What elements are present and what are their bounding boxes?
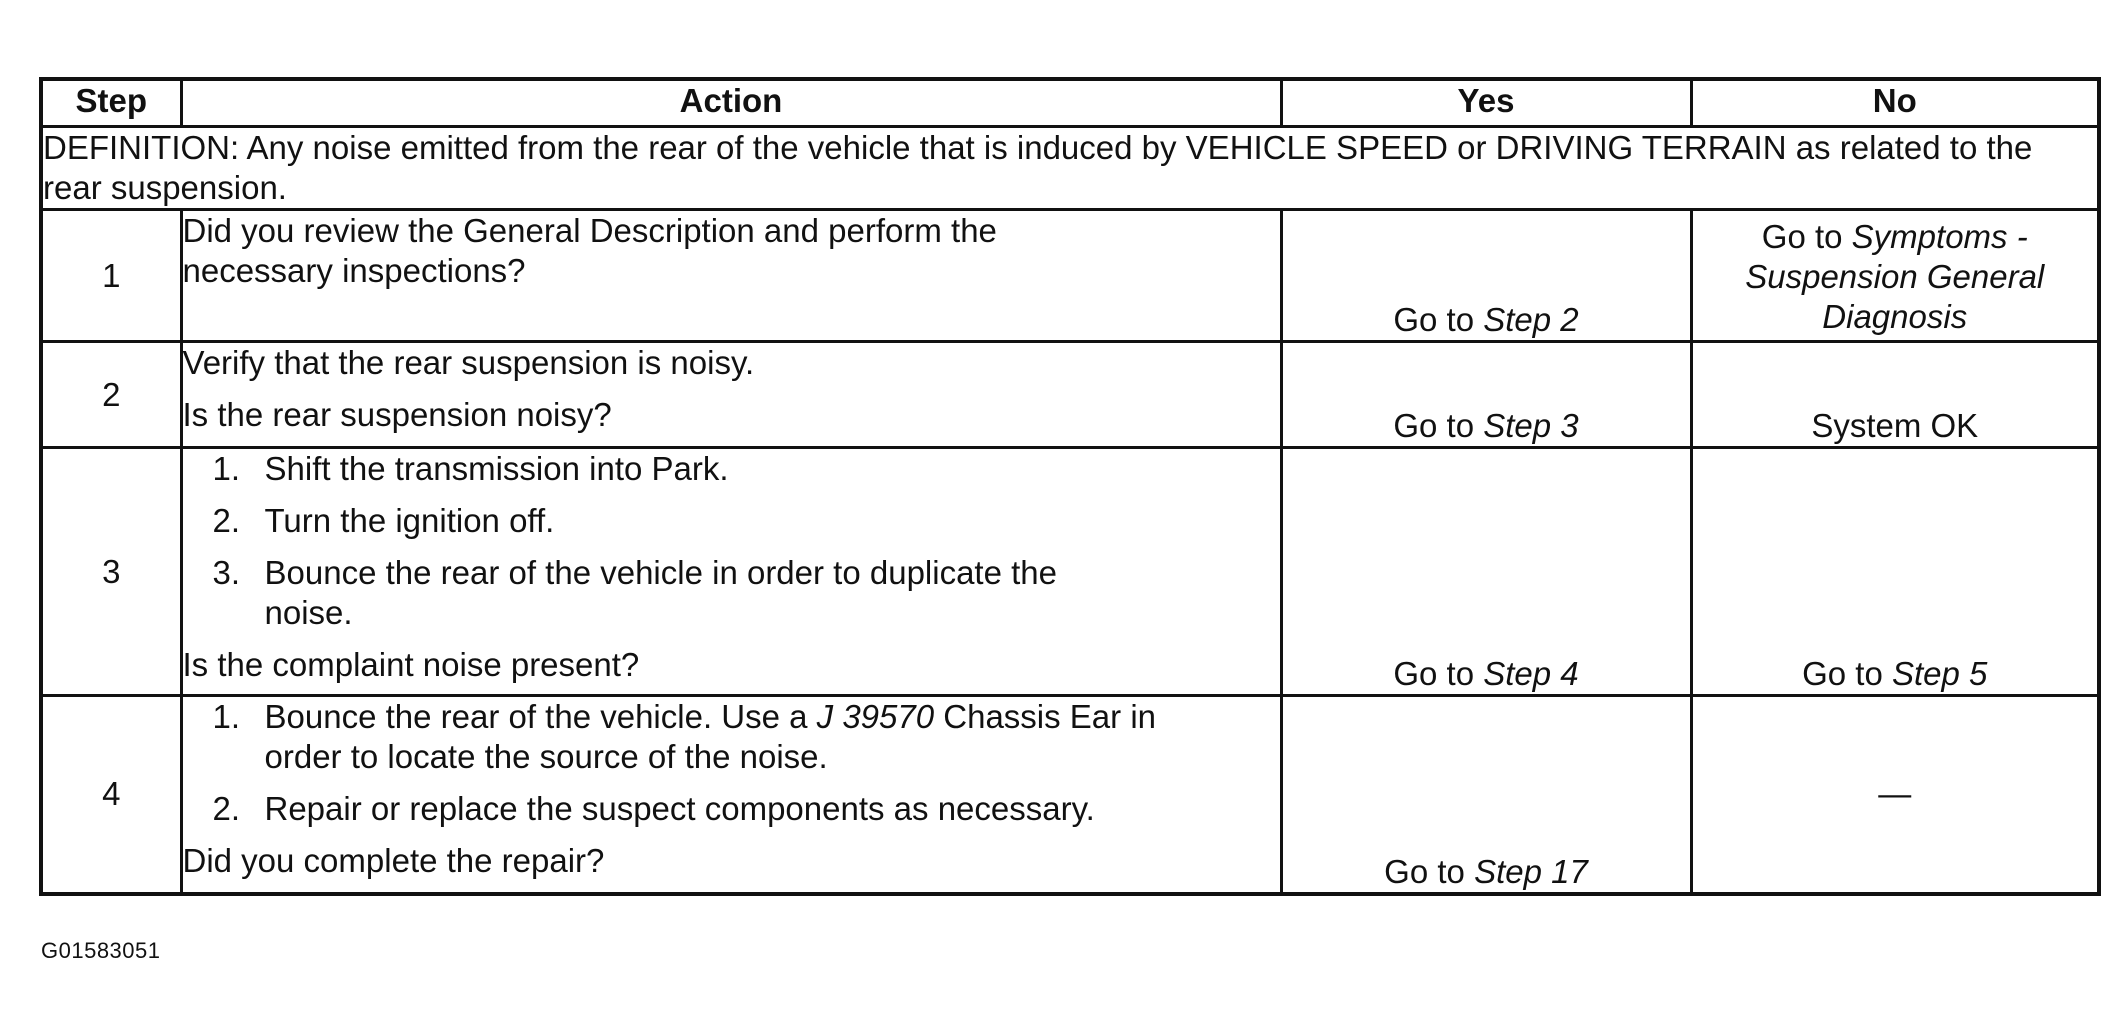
action-cell: [181, 696, 1281, 894]
substep-number: 2.: [212, 502, 241, 539]
yes-cell: [1281, 696, 1691, 894]
yes-prefix: Go to: [1393, 655, 1484, 692]
no-cell: [1691, 696, 2099, 894]
header-no: No: [1691, 79, 2099, 127]
diagnostic-table: [39, 77, 2101, 896]
table-row: [41, 696, 2099, 894]
list-item: [183, 789, 1280, 829]
yes-cell: [1281, 448, 1691, 696]
substep-text: Turn the ignition off.: [264, 502, 555, 539]
substep-list: [183, 697, 1280, 829]
yes-step-link[interactable]: Step 17: [1474, 852, 1588, 890]
yes-prefix: Go to: [1384, 852, 1475, 890]
header-row: [41, 79, 2099, 127]
action-question: Is the rear suspension noisy?: [182, 396, 612, 433]
list-item: [183, 501, 1280, 541]
substep-number: 2.: [212, 790, 241, 827]
yes-prefix: Go to: [1393, 407, 1484, 444]
step-number: 1: [41, 210, 181, 342]
yes-step-link[interactable]: Step 4: [1483, 655, 1579, 692]
table-row: [41, 342, 2099, 448]
substep-text: Shift the transmission into Park.: [264, 450, 729, 487]
table-row: [41, 210, 2099, 342]
no-cell: [1691, 448, 2099, 696]
table-row: [41, 448, 2099, 696]
substep-text: Bounce the rear of the vehicle in order to duplicate the noise.: [264, 554, 1057, 631]
yes-step-link[interactable]: Step 3: [1483, 407, 1579, 444]
header-action: Action: [181, 79, 1281, 127]
action-text: Verify that the rear suspension is noisy.: [182, 344, 755, 381]
yes-step-link[interactable]: Step 2: [1483, 301, 1579, 338]
substep-text: Repair or replace the suspect components as necessary.: [264, 790, 1095, 827]
no-cell: [1691, 210, 2099, 342]
action-cell: [181, 342, 1281, 448]
action-text: Did you review the General Description and perform the necessary inspections?: [182, 212, 997, 289]
substep-text: Bounce the rear of the vehicle. Use a: [264, 698, 817, 735]
no-symptoms-link[interactable]: Symptoms - Suspension General Diagnosis: [1745, 218, 2045, 335]
action-question: Did you complete the repair?: [182, 842, 605, 879]
yes-cell: [1281, 342, 1691, 448]
tool-reference[interactable]: J 39570: [816, 698, 935, 735]
no-prefix: Go to: [1761, 218, 1852, 255]
action-question: Is the complaint noise present?: [182, 646, 640, 683]
step-number: 4: [41, 696, 181, 894]
substep-number: 1.: [212, 450, 241, 487]
no-step-link[interactable]: Step 5: [1891, 655, 1988, 692]
figure-id: G01583051: [41, 938, 161, 963]
substep-number: 1.: [212, 698, 241, 735]
step-number: 2: [41, 342, 181, 448]
substep-list: [183, 449, 1280, 633]
header-yes: Yes: [1281, 79, 1691, 127]
substep-text: Chassis Ear in order to locate the source of the noise.: [264, 698, 1157, 775]
step-number: 3: [41, 448, 181, 696]
yes-prefix: Go to: [1393, 301, 1484, 338]
action-cell: [181, 448, 1281, 696]
definition-row: [41, 127, 2099, 210]
list-item: [183, 553, 1280, 633]
list-item: [183, 697, 1280, 777]
no-cell: [1691, 342, 2099, 448]
no-text: —: [1878, 775, 1912, 813]
action-cell: [181, 210, 1281, 342]
no-prefix: Go to: [1802, 655, 1892, 692]
definition-text: DEFINITION: Any noise emitted from the rear of the vehicle that is induced by VEHICLE SPEED or DRIVING TERRAIN as related to the rear suspension.: [41, 127, 2099, 210]
header-step: Step: [41, 79, 181, 127]
substep-number: 3.: [212, 554, 241, 591]
yes-cell: [1281, 210, 1691, 342]
no-text: System OK: [1811, 407, 1979, 444]
list-item: [183, 449, 1280, 489]
